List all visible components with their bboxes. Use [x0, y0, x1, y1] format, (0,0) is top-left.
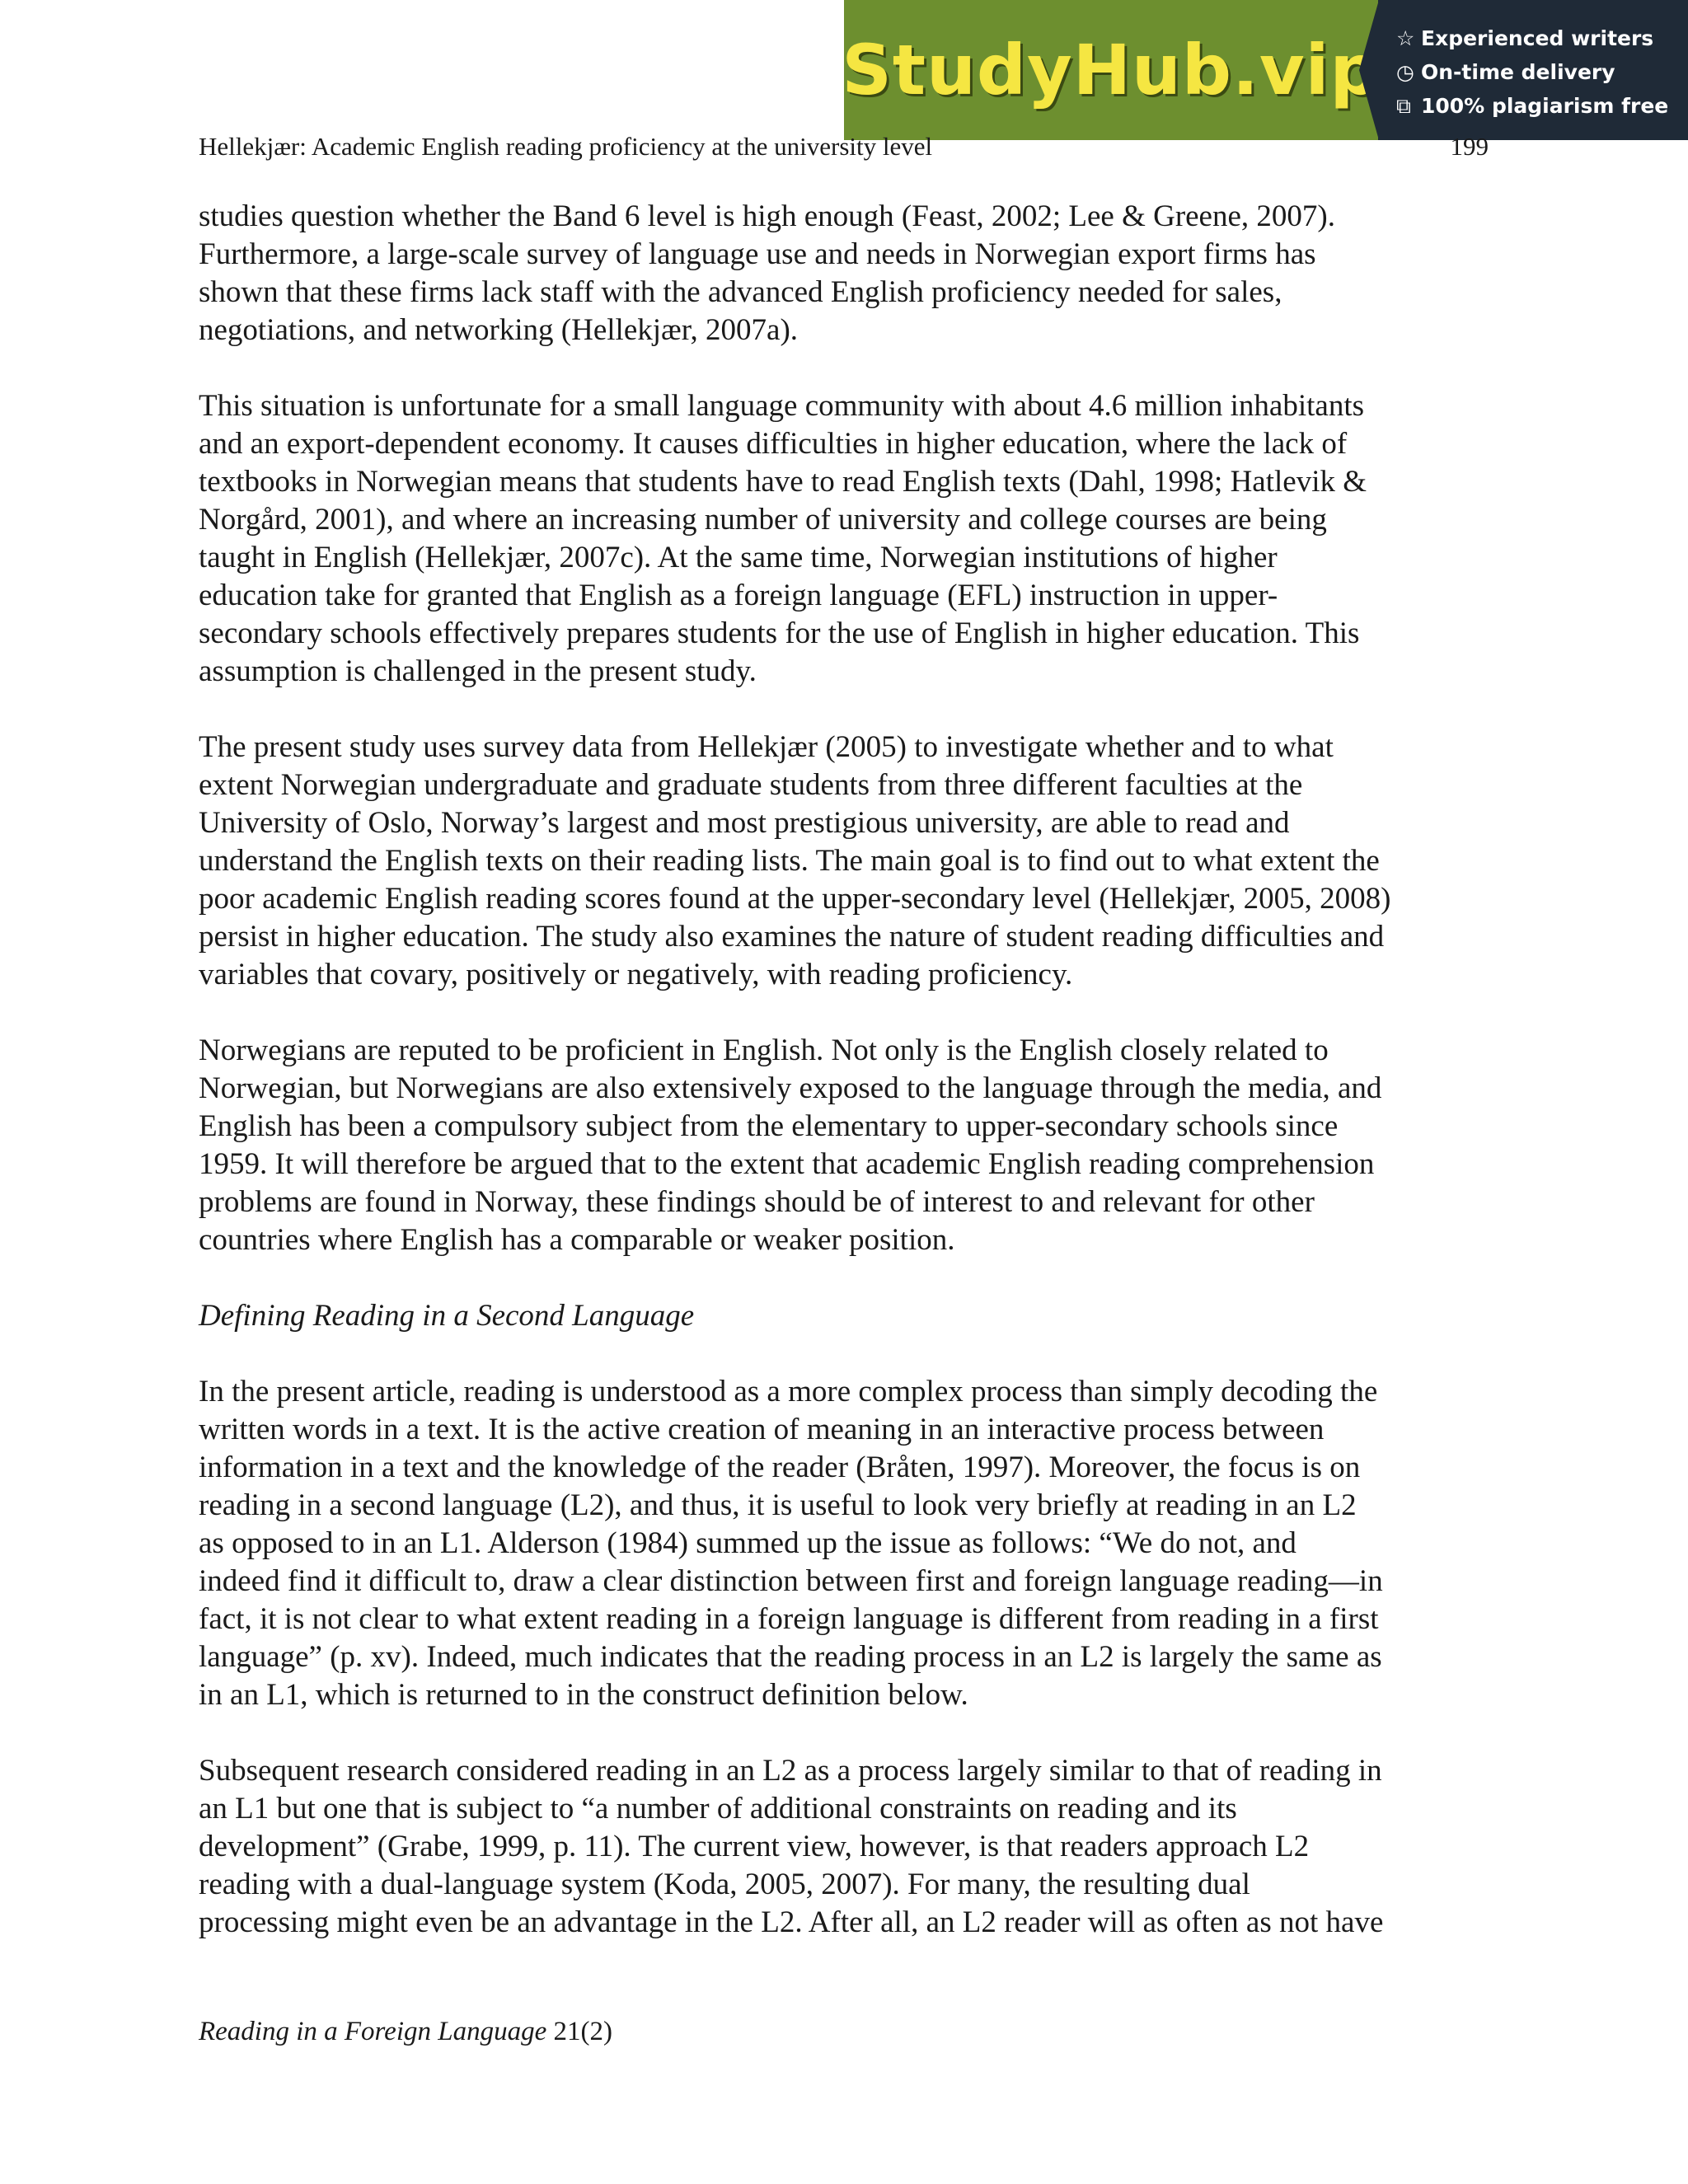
feature-on-time-delivery	[1396, 55, 1688, 89]
text-line: textbooks in Norwegian means that students have to read English texts (Dahl, 1998; Hatlevik &	[199, 465, 1367, 499]
journal-footer	[199, 2013, 612, 2050]
watermark-logo: StudyHub.vip	[842, 30, 1381, 110]
text-line: This situation is unfortunate for a small language community with about 4.6 million inhabitants	[199, 389, 1365, 423]
section-heading: Defining Reading in a Second Language	[199, 1299, 695, 1333]
text-line: and an export-dependent economy. It causes difficulties in higher education, where the lack of	[199, 427, 1348, 461]
text-line: language” (p. xv). Indeed, much indicates that the reading process in an L2 is largely the same as	[199, 1640, 1382, 1674]
paragraph	[199, 1752, 1501, 1942]
page-number: 199	[1450, 132, 1489, 161]
text-line: taught in English (Hellekjær, 2007c). At the same time, Norwegian institutions of higher	[199, 541, 1278, 574]
paragraph	[199, 1373, 1501, 1714]
journal-name: Reading in a Foreign Language	[199, 2017, 547, 2046]
text-line: problems are found in Norway, these findings should be of interest to and relevant for other	[199, 1185, 1315, 1219]
text-line: reading in a second language (L2), and thus, it is useful to look very briefly at reading in an L2	[199, 1488, 1357, 1522]
text-line: poor academic English reading scores found at the upper-secondary level (Hellekjær, 2005, 2008)	[199, 882, 1391, 916]
text-line: persist in higher education. The study also examines the nature of student reading difficulties and	[199, 920, 1385, 954]
text-line: assumption is challenged in the present study.	[199, 654, 757, 688]
text-line: 1959. It will therefore be argued that to the extent that academic English reading comprehension	[199, 1147, 1375, 1181]
feature-plagiarism-free	[1396, 89, 1688, 123]
running-header-title: Hellekjær: Academic English reading proficiency at the university level	[199, 132, 933, 161]
text-line: education take for granted that English as a foreign language (EFL) instruction in upper-	[199, 579, 1278, 612]
paragraph	[199, 198, 1501, 349]
text-line: studies question whether the Band 6 level is high enough (Feast, 2002; Lee & Greene, 2007).	[199, 199, 1335, 233]
text-line: In the present article, reading is understood as a more complex process than simply decoding the	[199, 1375, 1378, 1408]
paragraph	[199, 729, 1501, 994]
watermark-banner[interactable]	[844, 0, 1688, 140]
text-line: secondary schools effectively prepares students for the use of English in higher education. This	[199, 616, 1360, 650]
text-line: English has been a compulsory subject from the elementary to upper-secondary schools since	[199, 1109, 1339, 1143]
text-line: Norgård, 2001), and where an increasing number of university and college courses are being	[199, 503, 1327, 537]
text-line: The present study uses survey data from Hellekjær (2005) to investigate whether and to what	[199, 730, 1334, 764]
text-line: development” (Grabe, 1999, p. 11). The current view, however, is that readers approach L2	[199, 1830, 1310, 1863]
text-line: processing might even be an advantage in the L2. After all, an L2 reader will as often as not have	[199, 1905, 1384, 1939]
article-body	[199, 198, 1501, 1980]
feature-label: Experienced writers	[1421, 26, 1654, 50]
text-line: Subsequent research considered reading in an L2 as a process largely similar to that of reading in	[199, 1754, 1382, 1788]
text-line: in an L1, which is returned to in the construct definition below.	[199, 1678, 968, 1712]
text-line: reading with a dual-language system (Koda, 2005, 2007). For many, the resulting dual	[199, 1868, 1250, 1901]
text-line: written words in a text. It is the active creation of meaning in an interactive process between	[199, 1413, 1325, 1446]
clock-icon: ◷	[1396, 60, 1414, 84]
text-line: negotiations, and networking (Hellekjær, 2007a).	[199, 313, 799, 347]
text-line: fact, it is not clear to what extent reading in a foreign language is different from reading in a first	[199, 1602, 1379, 1636]
text-line: variables that covary, positively or negatively, with reading proficiency.	[199, 958, 1073, 991]
feature-experienced-writers	[1396, 21, 1688, 55]
paragraph	[199, 387, 1501, 691]
text-line: as opposed to in an L1. Alderson (1984) summed up the issue as follows: “We do not, and	[199, 1526, 1296, 1560]
text-line: Norwegian, but Norwegians are also extensively exposed to the language through the media, and	[199, 1071, 1382, 1105]
paragraph-group	[199, 1373, 1501, 1942]
copy-icon: ⧉	[1396, 94, 1411, 118]
text-line: countries where English has a comparable or weaker position.	[199, 1223, 955, 1257]
text-line: extent Norwegian undergraduate and graduate students from three different faculties at the	[199, 768, 1303, 802]
watermark-features	[1378, 0, 1688, 140]
text-line: understand the English texts on their reading lists. The main goal is to find out to what extent the	[199, 844, 1380, 878]
text-line: indeed find it difficult to, draw a clear distinction between first and foreign language reading—in	[199, 1564, 1383, 1598]
watermark-logo-area	[842, 0, 1381, 140]
text-line: Furthermore, a large-scale survey of language use and needs in Norwegian export firms has	[199, 237, 1316, 271]
journal-issue: 21(2)	[546, 2017, 612, 2046]
text-line: an L1 but one that is subject to “a number of additional constraints on reading and its	[199, 1792, 1237, 1825]
star-icon: ☆	[1396, 26, 1415, 50]
text-line: University of Oslo, Norway’s largest and most prestigious university, are able to read and	[199, 806, 1290, 840]
paragraph	[199, 1032, 1501, 1259]
paragraph-group	[199, 198, 1501, 1259]
feature-label: 100% plagiarism free	[1421, 94, 1669, 118]
text-line: Norwegians are reputed to be proficient in English. Not only is the English closely related to	[199, 1033, 1329, 1067]
text-line: shown that these firms lack staff with the advanced English proficiency needed for sales,	[199, 275, 1282, 309]
text-line: information in a text and the knowledge of the reader (Bråten, 1997). Moreover, the focus is on	[199, 1451, 1361, 1484]
feature-label: On-time delivery	[1421, 60, 1615, 84]
